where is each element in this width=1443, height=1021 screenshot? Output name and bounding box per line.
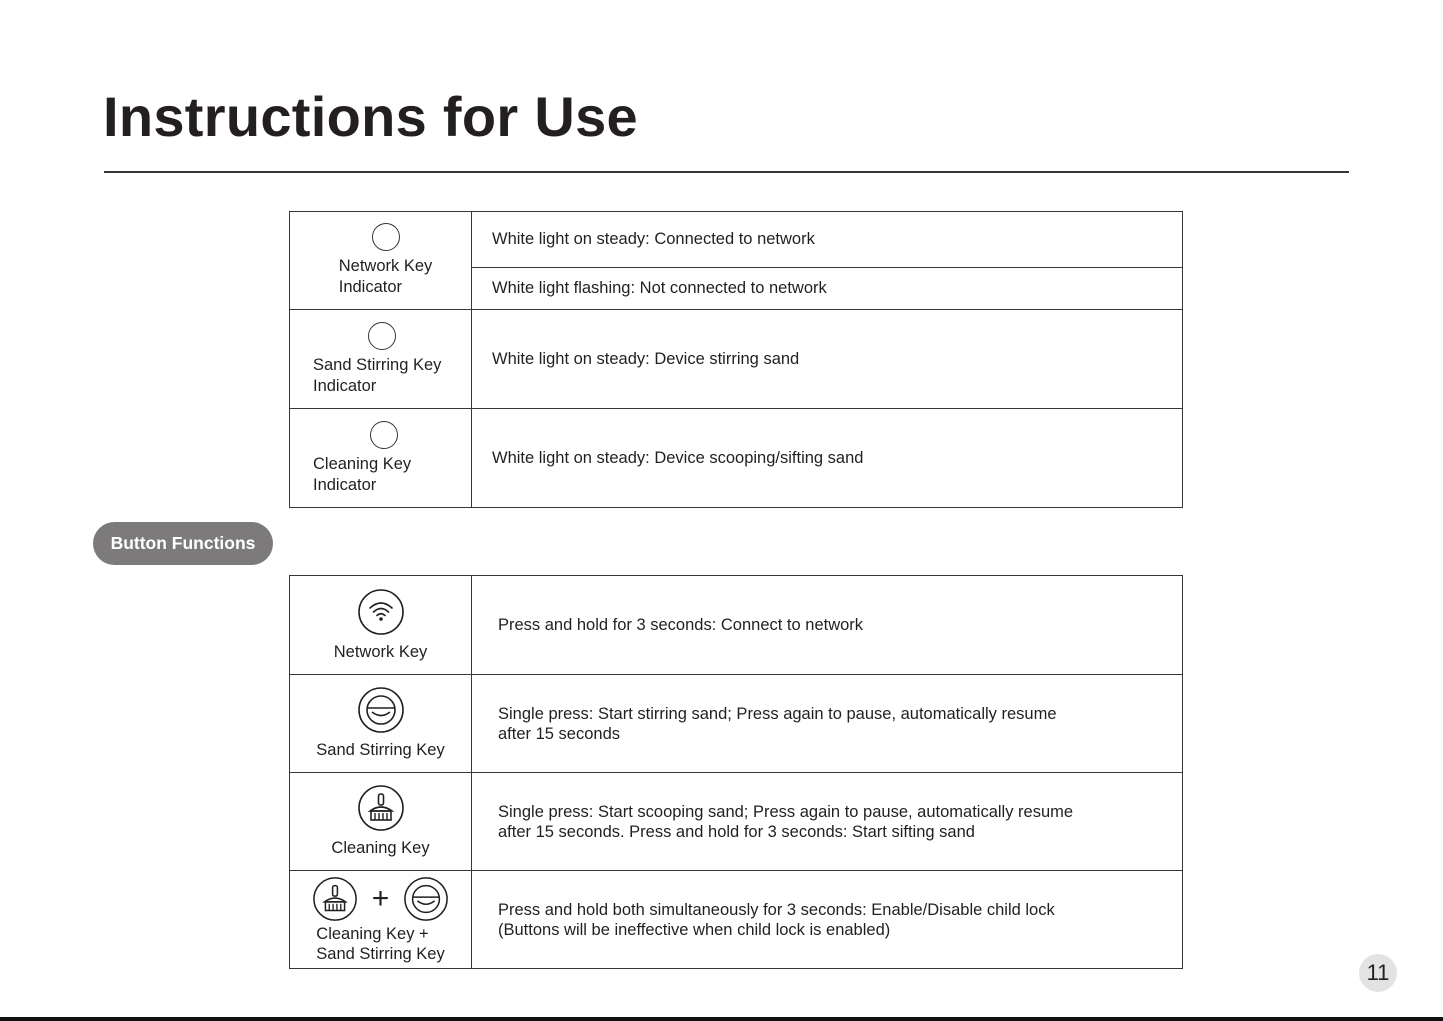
indicator-key-network bbox=[290, 212, 472, 310]
description-line: Single press: Start stirring sand; Press again to pause, automatically resume bbox=[498, 704, 1057, 723]
description-line: Press and hold both simultaneously for 3 seconds: Enable/Disable child lock bbox=[498, 900, 1055, 919]
indicator-description: White light on steady: Device stirring sand bbox=[472, 310, 1183, 409]
button-description bbox=[472, 675, 1183, 773]
button-description bbox=[472, 773, 1183, 871]
key-label-line: Indicator bbox=[313, 475, 377, 494]
key-label-line: Cleaning Key bbox=[313, 454, 412, 473]
indicator-description: White light flashing: Not connected to network bbox=[472, 268, 1183, 310]
combo-icons bbox=[312, 876, 450, 922]
indicator-light-icon bbox=[372, 223, 400, 251]
key-label-line: Indicator bbox=[313, 376, 377, 395]
key-label-line: Indicator bbox=[338, 278, 403, 296]
indicator-key-sand-stirring bbox=[290, 310, 472, 409]
title-divider bbox=[104, 171, 1349, 173]
key-label-line: Cleaning Key + bbox=[316, 924, 429, 943]
page-number: 11 bbox=[1359, 954, 1397, 992]
indicator-description: White light on steady: Connected to network bbox=[472, 212, 1183, 268]
indicator-table bbox=[289, 211, 1183, 508]
description-line: Press and hold for 3 seconds: Connect to network bbox=[498, 616, 864, 634]
indicator-light-icon bbox=[370, 421, 398, 449]
sand-stirring-icon bbox=[357, 686, 405, 734]
indicator-description: White light on steady: Device scooping/sifting sand bbox=[472, 409, 1183, 508]
button-description bbox=[472, 871, 1183, 969]
indicator-light-icon bbox=[368, 322, 396, 350]
cleaning-brush-icon bbox=[357, 784, 405, 832]
button-description bbox=[472, 576, 1183, 675]
cleaning-brush-icon bbox=[312, 876, 358, 922]
button-functions-table bbox=[289, 575, 1183, 969]
key-label-line: Cleaning Key bbox=[331, 839, 430, 857]
wifi-icon bbox=[357, 588, 405, 636]
button-key-cleaning bbox=[290, 773, 472, 871]
button-key-sand-stirring bbox=[290, 675, 472, 773]
bottom-border bbox=[0, 1017, 1443, 1021]
description-line: after 15 seconds bbox=[498, 724, 620, 743]
description-line: (Buttons will be ineffective when child lock is enabled) bbox=[498, 920, 891, 939]
sand-stirring-icon bbox=[403, 876, 449, 922]
description-line: after 15 seconds. Press and hold for 3 seconds: Start sifting sand bbox=[498, 822, 975, 841]
key-label-line: Sand Stirring Key bbox=[316, 944, 445, 963]
plus-sign: + bbox=[371, 881, 390, 915]
key-label-line: Sand Stirring Key bbox=[316, 741, 445, 759]
description-line: Single press: Start scooping sand; Press again to pause, automatically resume bbox=[498, 802, 1074, 821]
key-label-line: Network Key bbox=[333, 642, 428, 661]
key-label-line: Network Key bbox=[338, 257, 433, 275]
button-key-combo bbox=[290, 871, 472, 969]
section-badge: Button Functions bbox=[93, 522, 273, 565]
key-label-line: Sand Stirring Key bbox=[313, 355, 442, 374]
page-title: Instructions for Use bbox=[103, 85, 638, 148]
indicator-key-cleaning bbox=[290, 409, 472, 508]
button-key-network bbox=[290, 576, 472, 675]
